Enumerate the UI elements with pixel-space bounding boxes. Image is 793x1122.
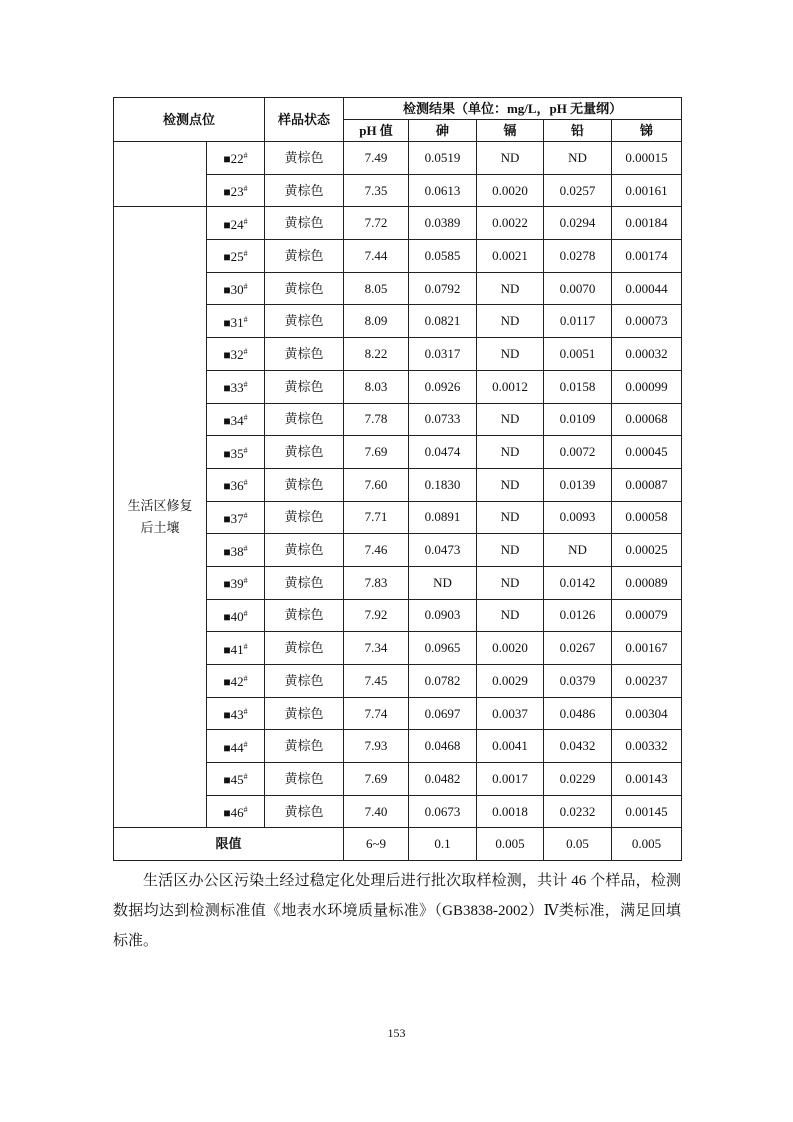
sb-cell: 0.00304 [612, 697, 682, 730]
ph-cell: 7.74 [344, 697, 409, 730]
state-cell: 黄棕色 [265, 305, 344, 338]
sb-cell: 0.00025 [612, 534, 682, 567]
point-id: 31 [230, 314, 244, 330]
cd-cell: 0.0021 [477, 240, 544, 273]
sb-cell: 0.00015 [612, 142, 682, 175]
square-marker-icon: ■ [223, 413, 231, 428]
point-id: 40 [230, 608, 244, 624]
point-cell [207, 403, 265, 436]
ph-cell: 7.69 [344, 436, 409, 469]
point-cell [207, 599, 265, 632]
col-pb-header: 铅 [544, 120, 612, 142]
point-cell [207, 436, 265, 469]
point-id: 24 [230, 216, 244, 232]
sb-cell: 0.00058 [612, 501, 682, 534]
ph-cell: 7.34 [344, 632, 409, 665]
point-id: 39 [230, 576, 244, 592]
pb-cell: ND [544, 142, 612, 175]
pb-cell: 0.0051 [544, 338, 612, 371]
point-id: 35 [230, 445, 244, 461]
area-cell [114, 207, 207, 828]
cd-cell: 0.0018 [477, 795, 544, 828]
cd-cell: ND [477, 403, 544, 436]
cd-cell: ND [477, 468, 544, 501]
as-cell: 0.0482 [409, 763, 477, 796]
point-id: 44 [230, 739, 244, 755]
header-row-1 [114, 98, 682, 120]
summary-paragraph: 生活区办公区污染土经过稳定化处理后进行批次取样检测，共计 46 个样品，检测数据均达到检测标准值《地表水环境质量标准》（GB3838-2002）Ⅳ类标准，满足回填标准。 [113, 873, 681, 949]
as-cell: 0.0891 [409, 501, 477, 534]
point-cell [207, 534, 265, 567]
point-id: 38 [230, 543, 244, 559]
square-marker-icon: ■ [223, 217, 231, 232]
as-cell: 0.0673 [409, 795, 477, 828]
point-id: 42 [230, 674, 244, 690]
pb-cell: 0.0486 [544, 697, 612, 730]
limit-value: 0.005 [477, 828, 544, 861]
point-sup: # [243, 608, 248, 618]
pb-cell: 0.0117 [544, 305, 612, 338]
state-cell: 黄棕色 [265, 697, 344, 730]
point-sup: # [243, 412, 248, 422]
ph-cell: 7.60 [344, 468, 409, 501]
col-state-header: 样品状态 [265, 98, 344, 142]
col-cd-header: 镉 [477, 120, 544, 142]
ph-cell: 8.09 [344, 305, 409, 338]
point-cell [207, 468, 265, 501]
cd-cell: ND [477, 272, 544, 305]
col-point-header: 检测点位 [114, 98, 265, 142]
point-id: 22 [230, 151, 244, 167]
col-ph-header: pH 值 [344, 120, 409, 142]
square-marker-icon: ■ [223, 740, 231, 755]
state-cell: 黄棕色 [265, 436, 344, 469]
ph-cell: 8.05 [344, 272, 409, 305]
sb-cell: 0.00044 [612, 272, 682, 305]
ph-cell: 8.22 [344, 338, 409, 371]
point-id: 30 [230, 282, 244, 298]
as-cell: 0.0965 [409, 632, 477, 665]
square-marker-icon: ■ [223, 708, 231, 723]
state-cell: 黄棕色 [265, 632, 344, 665]
pb-cell: 0.0072 [544, 436, 612, 469]
square-marker-icon: ■ [223, 609, 231, 624]
point-sup: # [243, 151, 248, 161]
sb-cell: 0.00167 [612, 632, 682, 665]
sb-cell: 0.00332 [612, 730, 682, 763]
pb-cell: 0.0294 [544, 207, 612, 240]
ph-cell: 7.83 [344, 566, 409, 599]
point-sup: # [243, 380, 248, 390]
point-cell [207, 795, 265, 828]
ph-cell: 8.03 [344, 370, 409, 403]
ph-cell: 7.93 [344, 730, 409, 763]
ph-cell: 7.92 [344, 599, 409, 632]
point-sup: # [243, 314, 248, 324]
pb-cell: ND [544, 534, 612, 567]
sb-cell: 0.00079 [612, 599, 682, 632]
sb-cell: 0.00143 [612, 763, 682, 796]
cd-cell: 0.0022 [477, 207, 544, 240]
square-marker-icon: ■ [223, 152, 231, 167]
point-sup: # [243, 249, 248, 259]
as-cell: 0.1830 [409, 468, 477, 501]
point-sup: # [243, 772, 248, 782]
pb-cell: 0.0139 [544, 468, 612, 501]
square-marker-icon: ■ [223, 479, 231, 494]
state-cell: 黄棕色 [265, 338, 344, 371]
state-cell: 黄棕色 [265, 207, 344, 240]
point-cell [207, 272, 265, 305]
pb-cell: 0.0109 [544, 403, 612, 436]
col-sb-header: 锑 [612, 120, 682, 142]
pb-cell: 0.0278 [544, 240, 612, 273]
state-cell: 黄棕色 [265, 174, 344, 207]
as-cell: 0.0473 [409, 534, 477, 567]
ph-cell: 7.69 [344, 763, 409, 796]
cd-cell: 0.0012 [477, 370, 544, 403]
pb-cell: 0.0158 [544, 370, 612, 403]
pb-cell: 0.0432 [544, 730, 612, 763]
square-marker-icon: ■ [223, 642, 231, 657]
point-id: 34 [230, 412, 244, 428]
pb-cell: 0.0070 [544, 272, 612, 305]
square-marker-icon: ■ [223, 577, 231, 592]
square-marker-icon: ■ [223, 315, 231, 330]
point-cell [207, 305, 265, 338]
point-cell [207, 665, 265, 698]
as-cell: ND [409, 566, 477, 599]
point-id: 33 [230, 380, 244, 396]
point-cell [207, 730, 265, 763]
sb-cell: 0.00089 [612, 566, 682, 599]
results-table [113, 97, 682, 861]
ph-cell: 7.71 [344, 501, 409, 534]
pb-cell: 0.0093 [544, 501, 612, 534]
cd-cell: 0.0041 [477, 730, 544, 763]
point-sup: # [243, 805, 248, 815]
square-marker-icon: ■ [223, 511, 231, 526]
pb-cell: 0.0142 [544, 566, 612, 599]
col-as-header: 砷 [409, 120, 477, 142]
as-cell: 0.0585 [409, 240, 477, 273]
point-cell [207, 240, 265, 273]
pb-cell: 0.0267 [544, 632, 612, 665]
square-marker-icon: ■ [223, 544, 231, 559]
square-marker-icon: ■ [223, 806, 231, 821]
as-cell: 0.0389 [409, 207, 477, 240]
square-marker-icon: ■ [223, 381, 231, 396]
point-sup: # [243, 184, 248, 194]
as-cell: 0.0474 [409, 436, 477, 469]
as-cell: 0.0613 [409, 174, 477, 207]
state-cell: 黄棕色 [265, 566, 344, 599]
as-cell: 0.0733 [409, 403, 477, 436]
point-sup: # [243, 282, 248, 292]
point-sup: # [243, 674, 248, 684]
state-cell: 黄棕色 [265, 240, 344, 273]
ph-cell: 7.45 [344, 665, 409, 698]
state-cell: 黄棕色 [265, 370, 344, 403]
state-cell: 黄棕色 [265, 272, 344, 305]
cd-cell: ND [477, 599, 544, 632]
point-cell [207, 632, 265, 665]
area-label: 生活区修复后土壤 [127, 498, 193, 536]
point-id: 41 [230, 641, 244, 657]
table-row [114, 142, 682, 175]
as-cell: 0.0903 [409, 599, 477, 632]
cd-cell: 0.0037 [477, 697, 544, 730]
as-cell: 0.0782 [409, 665, 477, 698]
ph-cell: 7.49 [344, 142, 409, 175]
point-cell [207, 566, 265, 599]
point-sup: # [243, 445, 248, 455]
cd-cell: 0.0017 [477, 763, 544, 796]
ph-cell: 7.72 [344, 207, 409, 240]
col-results-header: 检测结果（单位：mg/L，pH 无量纲） [344, 98, 682, 120]
state-cell: 黄棕色 [265, 763, 344, 796]
state-cell: 黄棕色 [265, 534, 344, 567]
table-row [114, 207, 682, 240]
square-marker-icon: ■ [223, 250, 231, 265]
cd-cell: ND [477, 534, 544, 567]
sb-cell: 0.00161 [612, 174, 682, 207]
point-sup: # [243, 478, 248, 488]
limit-value: 6~9 [344, 828, 409, 861]
ph-cell: 7.35 [344, 174, 409, 207]
point-id: 25 [230, 249, 244, 265]
sb-cell: 0.00099 [612, 370, 682, 403]
sb-cell: 0.00237 [612, 665, 682, 698]
cd-cell: ND [477, 305, 544, 338]
point-id: 23 [230, 184, 244, 200]
cd-cell: ND [477, 566, 544, 599]
state-cell: 黄棕色 [265, 599, 344, 632]
square-marker-icon: ■ [223, 773, 231, 788]
ph-cell: 7.78 [344, 403, 409, 436]
as-cell: 0.0519 [409, 142, 477, 175]
sb-cell: 0.00087 [612, 468, 682, 501]
point-cell [207, 142, 265, 175]
point-id: 37 [230, 510, 244, 526]
square-marker-icon: ■ [223, 185, 231, 200]
square-marker-icon: ■ [223, 283, 231, 298]
point-sup: # [243, 543, 248, 553]
state-cell: 黄棕色 [265, 468, 344, 501]
cd-cell: ND [477, 338, 544, 371]
point-sup: # [243, 707, 248, 717]
pb-cell: 0.0229 [544, 763, 612, 796]
limit-value: 0.1 [409, 828, 477, 861]
cd-cell: 0.0029 [477, 665, 544, 698]
point-sup: # [243, 576, 248, 586]
sb-cell: 0.00045 [612, 436, 682, 469]
as-cell: 0.0821 [409, 305, 477, 338]
state-cell: 黄棕色 [265, 501, 344, 534]
sb-cell: 0.00174 [612, 240, 682, 273]
point-cell [207, 174, 265, 207]
pb-cell: 0.0126 [544, 599, 612, 632]
cd-cell: 0.0020 [477, 632, 544, 665]
ph-cell: 7.40 [344, 795, 409, 828]
as-cell: 0.0926 [409, 370, 477, 403]
sb-cell: 0.00145 [612, 795, 682, 828]
point-id: 43 [230, 707, 244, 723]
point-cell [207, 763, 265, 796]
cd-cell: 0.0020 [477, 174, 544, 207]
point-cell [207, 501, 265, 534]
ph-cell: 7.44 [344, 240, 409, 273]
point-cell [207, 207, 265, 240]
cd-cell: ND [477, 436, 544, 469]
point-sup: # [243, 216, 248, 226]
cd-cell: ND [477, 142, 544, 175]
point-sup: # [243, 347, 248, 357]
as-cell: 0.0792 [409, 272, 477, 305]
pb-cell: 0.0257 [544, 174, 612, 207]
state-cell: 黄棕色 [265, 795, 344, 828]
state-cell: 黄棕色 [265, 730, 344, 763]
point-cell [207, 338, 265, 371]
limit-value: 0.05 [544, 828, 612, 861]
area-cell [114, 142, 207, 207]
sb-cell: 0.00068 [612, 403, 682, 436]
point-id: 46 [230, 805, 244, 821]
point-id: 36 [230, 478, 244, 494]
cd-cell: ND [477, 501, 544, 534]
point-id: 45 [230, 772, 244, 788]
point-sup: # [243, 510, 248, 520]
point-cell [207, 697, 265, 730]
sb-cell: 0.00073 [612, 305, 682, 338]
as-cell: 0.0697 [409, 697, 477, 730]
point-sup: # [243, 739, 248, 749]
pb-cell: 0.0379 [544, 665, 612, 698]
page-number: 153 [387, 1026, 406, 1040]
square-marker-icon: ■ [223, 675, 231, 690]
point-id: 32 [230, 347, 244, 363]
sb-cell: 0.00032 [612, 338, 682, 371]
limit-value: 0.005 [612, 828, 682, 861]
pb-cell: 0.0232 [544, 795, 612, 828]
as-cell: 0.0468 [409, 730, 477, 763]
state-cell: 黄棕色 [265, 403, 344, 436]
ph-cell: 7.46 [344, 534, 409, 567]
point-sup: # [243, 641, 248, 651]
square-marker-icon: ■ [223, 348, 231, 363]
state-cell: 黄棕色 [265, 665, 344, 698]
sb-cell: 0.00184 [612, 207, 682, 240]
limit-row [114, 828, 682, 861]
state-cell: 黄棕色 [265, 142, 344, 175]
point-cell [207, 370, 265, 403]
square-marker-icon: ■ [223, 446, 231, 461]
limit-label: 限值 [114, 828, 344, 861]
as-cell: 0.0317 [409, 338, 477, 371]
